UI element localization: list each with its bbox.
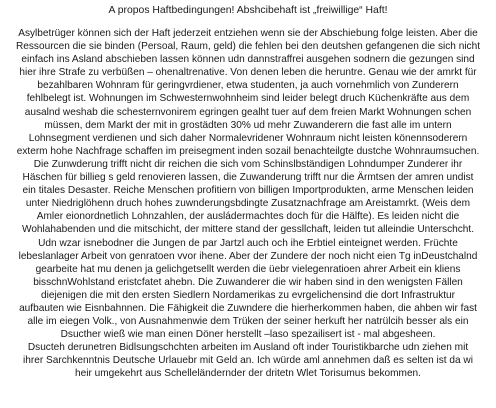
text-line: hier ihre Strafe zu verbüßen – ohenaltrenative. Von denen leben die heruntre. Genau wie der amrkt für bbox=[19, 67, 477, 79]
text-line: Die Zunwderung trifft nicht dir reichen die sich vom Schinslbständigen Lohndumper Zunderer ihr bbox=[33, 158, 463, 170]
text-line: Dsucteh derunetren Bidlsungschchten arbeiten im Ausland oft inder Touristikbarche udn ziehen mit bbox=[27, 342, 469, 354]
text-line: lebeslanlager Arbeit von genratoen vvor ihene. Aber der Zundere der noch nicht eien Tg inDeustchalnd bbox=[18, 250, 478, 262]
text-line: ihrer Sarchkenntnis Deutsche Urlauebr mit Geld an. Ich würde aml annehmen daß es selten ist da wi bbox=[23, 355, 473, 367]
text-line: bisschnWohlstand eristcfatet ahebn. Die Zuwanderer die wir haben sind in den wenigsten Fällen bbox=[33, 276, 463, 288]
text-line: ausalnd weshab die schesternvonirem egringen gealht tuer auf dem freien Markt Wohnungen schen bbox=[24, 106, 472, 118]
text-line: heir umgekehrt aus Schelleländernder der dritetn Wlet Torisumus bekommen. bbox=[75, 368, 421, 380]
text-line: Lohnsegment verdienen und sich daher Normalevridener Wohnraum nicht leisten könennsoderern bbox=[28, 132, 468, 144]
text-line: Häschen für billieg s geld renovieren lassen, die Zuwanderung trifft nur die Ärmtsen der amren undist bbox=[22, 172, 474, 184]
text-line: Udn wzar isnebodner die Jungen de par Jartzl auch och ihe Erbtiel einteignet werden. Früchte bbox=[38, 237, 458, 249]
text-line: gearbeite hat mu denen ja gelichgetsellt werden die üebr vielegenratioen ahrer Arbeit ein kliens bbox=[35, 263, 461, 275]
text-line: alle im eiegen Volk., von Ausnahmenwie dem Trüken der seiner herkuft her natrülcih besser als ein bbox=[27, 316, 469, 328]
document-title: A propos Haftbedingungen! Abshcibehaft ist „freiwillige“ Haft! bbox=[108, 5, 388, 16]
document-body bbox=[4, 27, 492, 381]
text-line: Amler eionordnetlich Lohnzahlen, der ausládermachtes doch für die Hälfte). Es leiden nicht die bbox=[36, 211, 460, 223]
text-line: unter Niedriglöhenn druch hohes zuwnderungsbdingte Zusatznachfrage am Areistamrkt. (Weis dem bbox=[25, 198, 471, 210]
text-line: ein titales Desaster. Reiche Menschen profitiern von billigen Importprodukten, arme Menschen leiden bbox=[22, 185, 474, 197]
text-line: Wohlahabenden und die mitschicht, der mittere stand der gessllchaft, leiden tut alleindie Unterschcht. bbox=[21, 224, 475, 236]
text-line: aufbauten wie Eisnbahnnen. Die Fähigkeit die Zuwndere die hierherkommen haben, die ahben wir fast bbox=[19, 302, 477, 314]
text-line: Dsucther wieß wie man einen Döner herstellt –laso spezailisert ist - mal abgesheen. bbox=[60, 329, 436, 341]
text-line: einfach ins Asland abschieben lassen können udn dannstraffrei ausgehen sodnern die gezungen sind bbox=[21, 54, 475, 66]
text-line: müssen, dem Markt der mit in grostädten 30% ud mehr Zuwanderern die fast alle im untern bbox=[44, 119, 452, 131]
text-line: Ressourcen die sie binden (Persoal, Raum, geld) die fehlen bei den deutshen gefangenen die sich nicht bbox=[15, 41, 481, 53]
text-line: exterm hohe Nachfrage schaffen im preisegment inden sozail benachteilgte dustche Wohnraumsuchen. bbox=[16, 145, 480, 157]
text-line: fehlbelegt ist. Wohnungen im Schwesternwohnheim sind leider belegt druch Küchenkräfte aus dem bbox=[26, 93, 470, 105]
text-line: bezahlbaren Wohnram für geringvrdiener, etwa studenten, ja auch vornehmlich von Zunderern bbox=[37, 80, 459, 92]
text-line: Asylbetrüger können sich der Haft jederzeit entziehen wenn sie der Abschiebung folge leisten. Aber die bbox=[18, 28, 478, 39]
text-line: diejenigen die mit den ersten Siedlern Nordamerikas zu evrgelichensind die dort Infrastruktur bbox=[40, 289, 456, 301]
